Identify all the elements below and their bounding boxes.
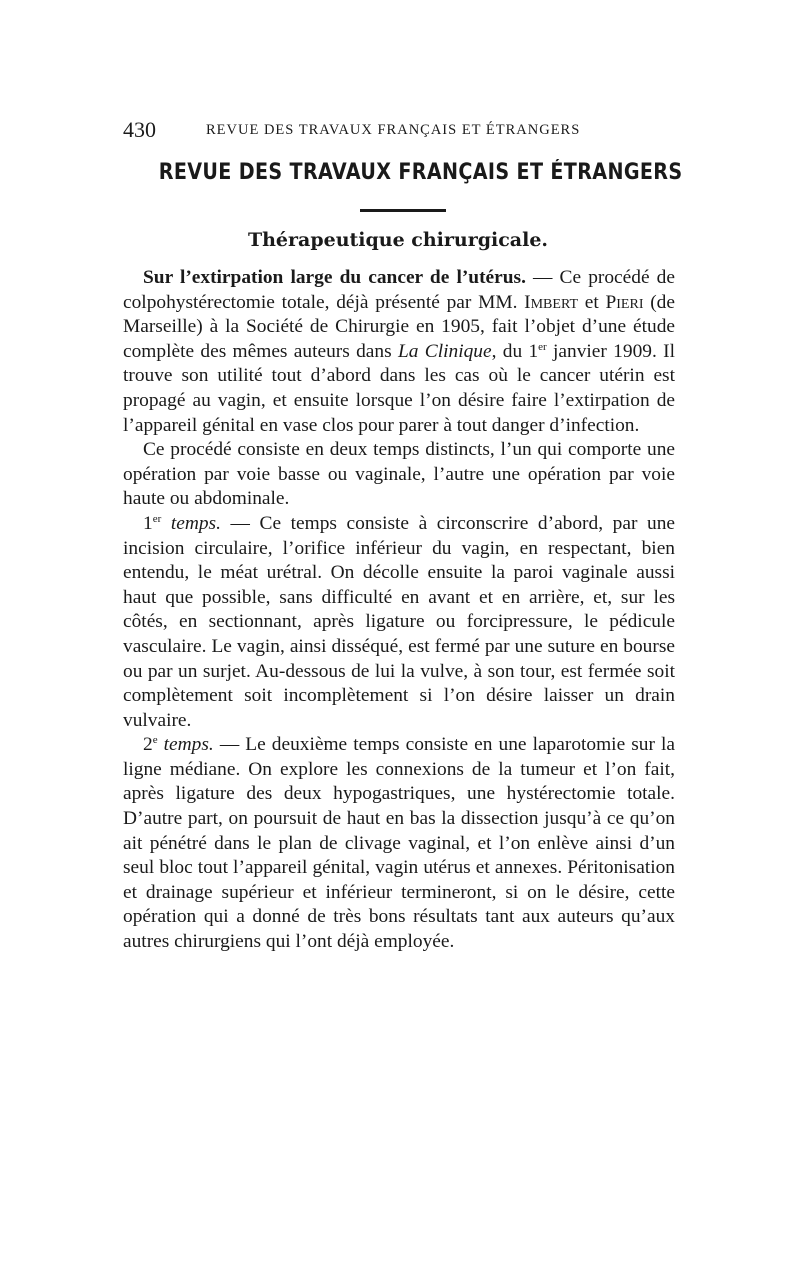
paragraph-procedure: Ce procédé consiste en deux temps distincts, l’un qui comporte une opération par voie basse ou vaginale, l’autre une opération par voie haute ou abdominale.: [123, 439, 675, 510]
step-label: temps.: [161, 512, 221, 534]
paragraph-text: — Ce procédé de colpohystérectomie totale, déjà présenté par MM.: [123, 267, 675, 313]
paragraph-second-step: [123, 733, 675, 954]
paragraph-intro: [123, 266, 675, 438]
paragraph-text: (de Marseille) à la Société de Chirurgie en 1905, fait l’objet d’une étude complète des mêmes auteurs dans: [123, 291, 675, 362]
running-head: [123, 117, 673, 141]
ordinal-suffix: er: [152, 512, 162, 525]
article-body: [123, 266, 675, 955]
author-name: Pieri: [605, 291, 644, 313]
title-rule: [360, 209, 446, 212]
paragraph-text: et: [578, 291, 606, 313]
article-lead: Sur l’extirpation large du cancer de l’utérus.: [143, 267, 526, 288]
step-number: 2: [143, 734, 153, 756]
main-title: REVUE DES TRAVAUX FRANÇAIS ET ÉTRANGERS: [158, 160, 683, 185]
paragraph-text: , du 1: [491, 340, 539, 362]
step-label: temps.: [157, 734, 214, 756]
running-title: REVUE DES TRAVAUX FRANÇAIS ET ÉTRANGERS: [206, 122, 581, 138]
step-number: 1: [143, 512, 153, 534]
author-name: Imbert: [524, 291, 579, 313]
paragraph-first-step: [123, 512, 675, 733]
paragraph-text: — Le deuxième temps consiste en une laparotomie sur la ligne médiane. On explore les connexions de la tumeur et l’on fait, après ligature des deux hypogastriques, une hystérectomie totale. D’autre part, on poursuit de haut en bas la dissection jusqu’à ce qu’on ait pénétré dans le plan de clivage vaginal, et l’on enlève ainsi d’un seul bloc tout l’appareil génital, vagin utérus et annexes. Péritonisation et drainage supérieur et inférieur termineront, si on le désire, cette opération qui a donné de très bons résultats tant aux auteurs qu’aux autres chirurgiens qui l’ont déjà employée.: [123, 734, 675, 953]
journal-title: La Clinique: [397, 340, 492, 362]
paragraph-text: — Ce temps consiste à circonscrire d’abord, par une incision circulaire, l’orifice inférieur du vagin, en respectant, bien entendu, le méat urétral. On décolle ensuite la paroi vaginale aussi haut que possible, sans difficulté en avant et en arrière, et, sur les côtés, en sectionnant, après ligature ou forcipressure, le pédicule vasculaire. Le vagin, ainsi disséqué, est fermé par une suture en bourse ou par un surjet. Au-dessous de lui la vulve, à son tour, est fermée soit complètement soit incomplètement si l’on désire laisser un drain vulvaire.: [123, 512, 676, 731]
ordinal-suffix: e: [152, 734, 158, 747]
paragraph-text: janvier 1909. Il trouve son utilité tout d’abord dans les cas où le cancer utérin est propagé au vagin, et ensuite lorsque l’on désire faire l’extirpation de l’appareil génital en vase clos pour parer à tout danger d’infection.: [123, 340, 675, 436]
page-number: 430: [123, 117, 156, 142]
section-heading: Thérapeutique chirurgicale.: [247, 229, 549, 251]
ordinal-suffix: er: [538, 340, 547, 353]
